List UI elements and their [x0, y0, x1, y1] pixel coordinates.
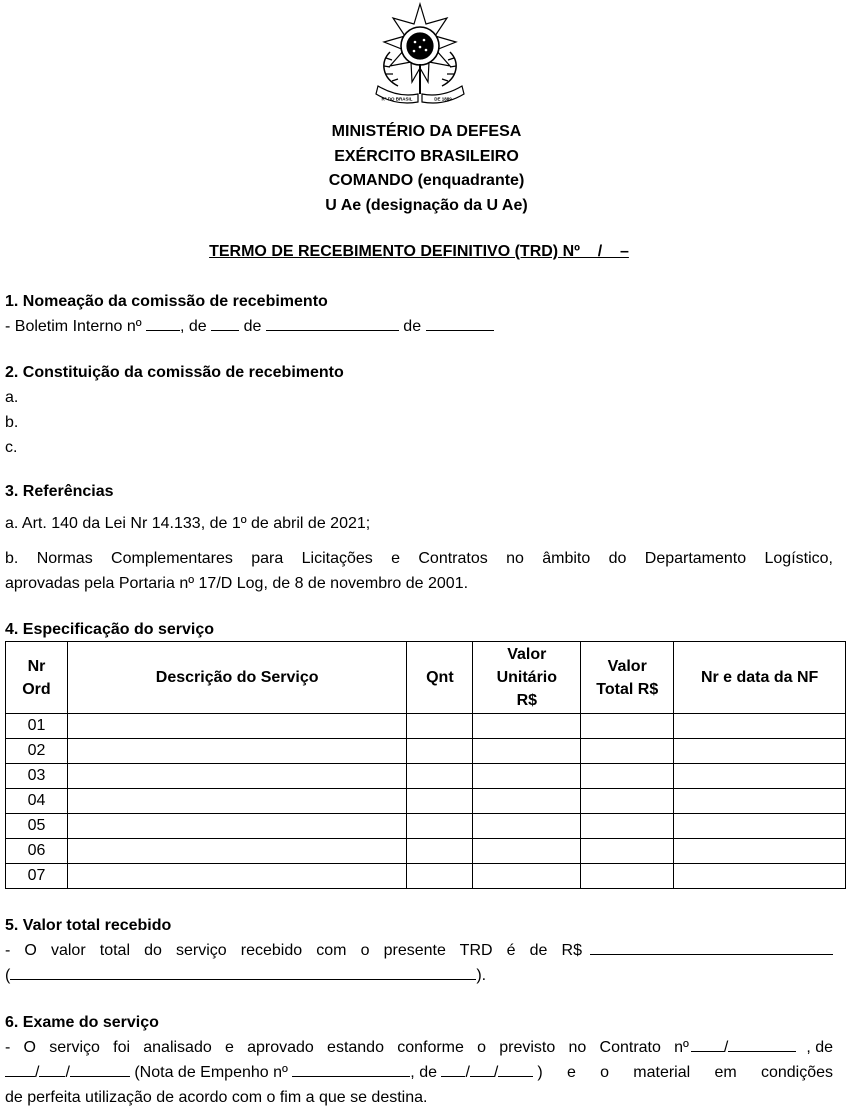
column-header-nf: Nr e data da NF [674, 642, 846, 714]
ministry-name: MINISTÉRIO DA DEFESA [331, 123, 522, 140]
table-cell[interactable] [473, 764, 581, 789]
table-cell[interactable] [67, 864, 406, 889]
table-cell[interactable] [407, 814, 473, 839]
section-4 [5, 617, 833, 642]
blank-field[interactable] [728, 1036, 796, 1052]
section-6-line-1: - O serviço foi analisado e aprovado estando conforme o previsto no Contrato nº / , de [5, 1035, 833, 1060]
blank-field[interactable] [266, 315, 399, 331]
table-row [6, 839, 846, 864]
column-header-nr-ord: Nr Ord [6, 642, 68, 714]
table-cell[interactable] [407, 714, 473, 739]
table-cell[interactable] [67, 789, 406, 814]
blank-field[interactable] [470, 1061, 494, 1077]
coat-of-arms-icon [368, 2, 472, 108]
command-name: COMANDO (enquadrante) [328, 172, 525, 189]
section-3-item-b-line-1: b. Normas Complementares para Licitações e Contratos no âmbito do Departamento Logístico, [5, 550, 833, 567]
emblem-ribbon-right: DE 1889 [434, 96, 452, 102]
table-cell[interactable] [473, 714, 581, 739]
blank-field[interactable] [211, 315, 239, 331]
section-5-text: - O valor total do serviço recebido com o presente TRD é de R$ [5, 942, 582, 959]
section-1-text-4: de [398, 318, 426, 335]
section-6-text-4: , de [410, 1064, 442, 1081]
section-6-text-1: - O serviço foi analisado e aprovado estando conforme o previsto no Contrato nº [5, 1039, 689, 1056]
section-5-heading: 5. Valor total recebido [5, 917, 172, 934]
section-1-text-3: de [239, 318, 266, 335]
table-row [6, 764, 846, 789]
table-cell[interactable] [581, 739, 674, 764]
section-6 [5, 1010, 833, 1110]
section-2-item-c: c. [5, 439, 18, 456]
table-cell[interactable] [407, 789, 473, 814]
section-3-item-b-line-2: aprovadas pela Portaria nº 17/D Log, de 8 de novembro de 2001. [5, 575, 469, 592]
section-2-heading: 2. Constituição da comissão de recebimento [5, 364, 344, 381]
table-cell[interactable] [67, 814, 406, 839]
blank-field[interactable] [498, 1061, 533, 1077]
section-5-line-2 [5, 963, 833, 988]
table-cell[interactable] [674, 739, 846, 764]
table-row [6, 739, 846, 764]
table-cell[interactable] [473, 789, 581, 814]
blank-field[interactable] [39, 1061, 65, 1077]
table-cell[interactable] [581, 814, 674, 839]
section-1-line [5, 314, 833, 339]
table-cell[interactable] [407, 764, 473, 789]
row-number: 05 [6, 814, 68, 839]
table-cell[interactable] [67, 714, 406, 739]
row-number: 02 [6, 739, 68, 764]
table-row [6, 789, 846, 814]
blank-field[interactable] [590, 939, 833, 955]
section-3-heading: 3. Referências [5, 483, 114, 500]
table-cell[interactable] [407, 739, 473, 764]
column-header-descricao: Descrição do Serviço [67, 642, 406, 714]
table-cell[interactable] [674, 814, 846, 839]
row-number: 04 [6, 789, 68, 814]
table-row [6, 814, 846, 839]
table-row [6, 714, 846, 739]
section-5 [5, 913, 833, 988]
document-header [0, 120, 853, 218]
table-cell[interactable] [581, 714, 674, 739]
table-cell[interactable] [473, 814, 581, 839]
table-cell[interactable] [674, 764, 846, 789]
section-1 [5, 289, 833, 339]
section-6-text-2: , de [806, 1039, 833, 1056]
table-cell[interactable] [674, 714, 846, 739]
table-cell[interactable] [674, 839, 846, 864]
army-name: EXÉRCITO BRASILEIRO [334, 147, 519, 165]
section-5-open-paren: ( [5, 967, 11, 984]
table-cell[interactable] [581, 789, 674, 814]
row-number: 07 [6, 864, 68, 889]
row-number: 06 [6, 839, 68, 864]
section-5-line-1 [5, 938, 833, 963]
service-table [5, 641, 846, 889]
section-6-text-5: ) e o material em condições [537, 1064, 833, 1081]
table-cell[interactable] [67, 839, 406, 864]
row-number: 01 [6, 714, 68, 739]
table-cell[interactable] [581, 764, 674, 789]
table-cell[interactable] [473, 839, 581, 864]
blank-field[interactable] [426, 315, 494, 331]
section-4-heading: 4. Especificação do serviço [5, 621, 214, 638]
column-header-valor-unitario: Valor Unitário R$ [473, 642, 581, 714]
blank-field[interactable] [691, 1036, 724, 1052]
table-header-row [6, 642, 846, 714]
section-6-heading: 6. Exame do serviço [5, 1014, 159, 1031]
blank-field[interactable] [441, 1061, 465, 1077]
table-cell[interactable] [473, 864, 581, 889]
table-cell[interactable] [407, 839, 473, 864]
table-cell[interactable] [674, 789, 846, 814]
section-3-item-a: a. Art. 140 da Lei Nr 14.133, de 1º de abril de 2021; [5, 515, 371, 532]
column-header-valor-total: Valor Total R$ [581, 642, 674, 714]
table-cell[interactable] [67, 764, 406, 789]
section-6-text-3: (Nota de Empenho nº [129, 1064, 293, 1081]
table-cell[interactable] [581, 839, 674, 864]
document-title [0, 243, 838, 261]
table-cell[interactable] [67, 739, 406, 764]
section-6-line-2: / / (Nota de Empenho nº , de / / ) e o material em condições [5, 1060, 833, 1085]
section-5-close-paren: ). [476, 967, 487, 984]
blank-field[interactable] [70, 1061, 130, 1077]
blank-field[interactable] [292, 1061, 410, 1077]
section-6-line-3: de perfeita utilização de acordo com o fim a que se destina. [5, 1089, 428, 1106]
table-cell[interactable] [407, 864, 473, 889]
document-title-text: TERMO DE RECEBIMENTO DEFINITIVO (TRD) Nº / – [209, 243, 629, 260]
row-number: 03 [6, 764, 68, 789]
blank-field[interactable] [5, 1061, 35, 1077]
unit-name: U Ae (designação da U Ae) [325, 196, 528, 214]
column-header-qnt: Qnt [407, 642, 473, 714]
table-cell[interactable] [674, 864, 846, 889]
section-1-text-2: , de [180, 318, 212, 335]
blank-field[interactable] [146, 315, 180, 331]
section-2-item-b: b. [5, 414, 19, 431]
table-row [6, 864, 846, 889]
blank-field[interactable] [10, 964, 476, 980]
emblem-ribbon-left: Rª DO BRASIL [381, 96, 413, 102]
section-2 [5, 360, 833, 460]
section-2-item-a: a. [5, 389, 19, 406]
section-1-heading: 1. Nomeação da comissão de recebimento [5, 293, 328, 310]
table-cell[interactable] [473, 739, 581, 764]
section-3 [5, 479, 833, 596]
table-cell[interactable] [581, 864, 674, 889]
section-1-text-1: - Boletim Interno nº [5, 318, 147, 335]
